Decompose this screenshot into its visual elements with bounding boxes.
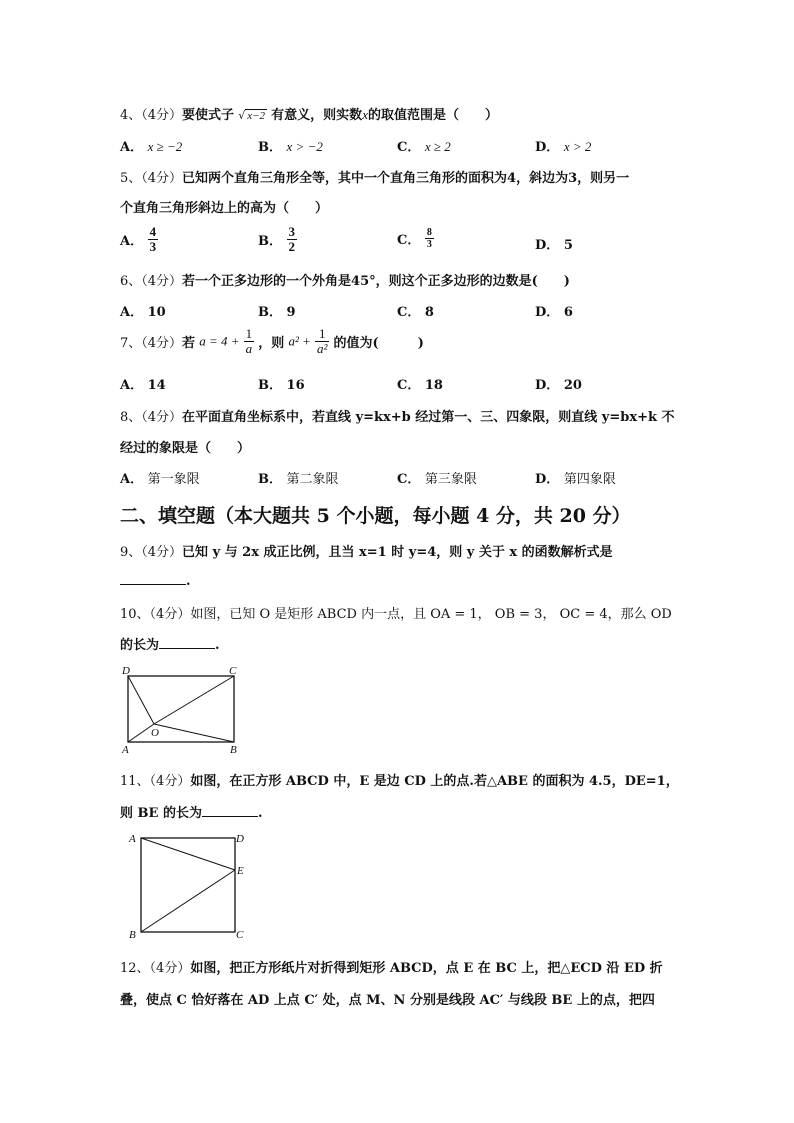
q11-figure xyxy=(124,826,254,942)
q10-label-d: D xyxy=(122,665,130,677)
q10-figure xyxy=(118,662,248,756)
q9-stem: 9、（4分）已知 y 与 2x 成正比例，且当 x=1 时 y=4，则 y 关于 x 的函数解析式是 xyxy=(120,545,613,560)
q7-expr2: a² + xyxy=(288,333,311,349)
q4-pre: 要使式子 xyxy=(182,108,235,123)
q4-var: x xyxy=(362,107,368,122)
q10-stem-line2: 的长为 . xyxy=(120,638,220,653)
q5-option-b: B． $\frac{3}{2}$ xyxy=(258,224,296,254)
q4-number: 4、（4分） xyxy=(120,108,183,123)
section-title: 二、填空题（本大题共 5 个小题，每小题 4 分，共 20 分） xyxy=(120,505,631,527)
q5-option-a: A． $\frac{4}{3}$ xyxy=(120,224,157,254)
q7-expr1: a = 4 + xyxy=(199,333,240,349)
q4-radicand: x−2 xyxy=(247,110,266,122)
q11-label-d: D xyxy=(236,833,244,845)
q7-option-a: A． 14 xyxy=(120,378,166,393)
q7-option-c: C． 18 xyxy=(397,378,443,393)
q4-stem: 4、（4分）要使式子 √ x−2 有意义，则实数x的取值范围是（ ） xyxy=(120,107,498,123)
q8-stem-line1: 8、（4分）在平面直角坐标系中，若直线 y=kx+b 经过第一、三、四象限，则直线 y=bx+k 不 xyxy=(120,410,675,425)
q11-label-b: B xyxy=(129,929,136,941)
q10-label-a: A xyxy=(122,744,129,756)
q11-stem-line2: 则 BE 的长为 . xyxy=(120,806,263,821)
q7-option-d: D． 20 xyxy=(535,378,582,393)
q11-stem-line1: 11、（4分）如图，在正方形 ABCD 中，E 是边 CD 上的点.若△ABE 的面积为 4.5，DE=1， xyxy=(120,774,679,789)
q8-number: 8、（4分） xyxy=(120,410,183,425)
q10-number: 10、（4分） xyxy=(120,607,191,622)
q8-stem-line2: 经过的象限是（ ） xyxy=(120,441,251,456)
q11-label-a: A xyxy=(129,833,136,845)
q10-label-b: B xyxy=(230,744,237,756)
q11-label-e: E xyxy=(237,865,244,877)
q12-stem-line2: 叠，使点 C 恰好落在 AD 上点 C′ 处，点 M、N 分别是线段 AC′ 与线段 BE 上的点，把四 xyxy=(120,993,655,1008)
q6-number: 6、（4分） xyxy=(120,274,183,289)
q4-mid: 有意义，则实数 xyxy=(271,108,363,123)
q4-option-c: C． x ≥ 2 xyxy=(397,139,451,155)
q9-number: 9、（4分） xyxy=(120,545,183,560)
q4-post: 的取值范围是（ ） xyxy=(367,108,498,123)
q5-stem-line1: 5、（4分）已知两个直角三角形全等，其中一个直角三角形的面积为4，斜边为3，则另一 xyxy=(120,171,630,186)
q9-answer-line: . xyxy=(120,572,191,589)
q6-option-d: D． 6 xyxy=(535,305,573,320)
q7-option-b: B． 16 xyxy=(258,378,305,393)
q8-option-b: B． 第二象限 xyxy=(258,472,339,487)
q4-option-d: D． x > 2 xyxy=(535,139,592,155)
q10-label-o: O xyxy=(151,727,159,739)
q8-option-d: D． 第四象限 xyxy=(535,472,616,487)
q5-stem-line2: 个直角三角形斜边上的高为（ ） xyxy=(120,201,329,216)
q12-stem-line1: 12、（4分）如图，把正方形纸片对折得到矩形 ABCD，点 E 在 BC 上，把△ECD 沿 ED 折 xyxy=(120,961,663,976)
q5-option-d: D． 5 xyxy=(535,238,573,253)
q10-stem-line1: 10、（4分）如图，已知 O 是矩形 ABCD 内一点，且 OA = 1， OB = 3， OC = 4，那么 OD xyxy=(120,607,672,622)
q12-number: 12、（4分） xyxy=(120,961,191,976)
q5-number: 5、（4分） xyxy=(120,171,183,186)
q8-option-c: C． 第三象限 xyxy=(397,472,477,487)
q10-blank[interactable] xyxy=(159,636,215,649)
q11-label-c: C xyxy=(236,929,244,941)
q4-option-a: A． x ≥ −2 xyxy=(120,139,183,155)
q7-number: 7、（4分） xyxy=(120,336,183,351)
q5-option-c: C． $\frac{8}{3}$ xyxy=(397,227,432,250)
q6-option-c: C． 8 xyxy=(397,305,434,320)
q11-blank[interactable] xyxy=(202,804,258,817)
q11-number: 11、（4分） xyxy=(120,774,191,789)
q9-blank[interactable] xyxy=(120,572,186,585)
q7-stem: 7、（4分）若 a = 4 + $\frac{1}{a}$ ，则 a² + $\frac{1}{\text{a²}}$ 的值为( ) xyxy=(120,326,424,356)
q6-option-b: B． 9 xyxy=(258,305,296,320)
q8-option-a: A． 第一象限 xyxy=(120,472,200,487)
q6-stem: 6、（4分）若一个正多边形的一个外角是45°，则这个正多边形的边数是( ) xyxy=(120,274,570,289)
q6-option-a: A． 10 xyxy=(120,305,166,320)
q10-label-c: C xyxy=(229,665,237,677)
q4-option-b: B． x > −2 xyxy=(258,139,323,155)
